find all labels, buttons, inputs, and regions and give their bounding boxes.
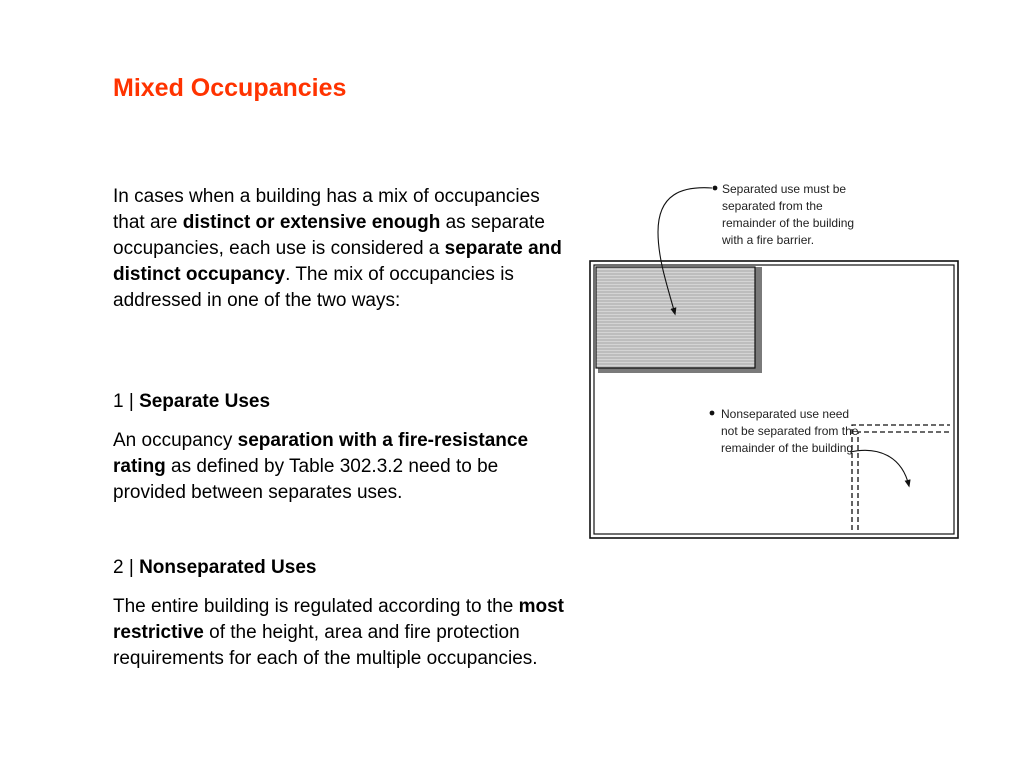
- intro-text-3: . The mix of occupancies is addressed in one of the two ways:: [113, 264, 514, 311]
- callout-separated-line-3: remainder of the building: [722, 216, 855, 230]
- separate-uses-number: 1 |: [113, 391, 140, 412]
- separate-uses-heading: [113, 389, 573, 415]
- separate-uses-bold-1: separation with a fire-resistance rating: [113, 430, 529, 477]
- callout-nonseparated-line-2: not be separated from the: [721, 424, 859, 438]
- occupancy-diagram: [588, 180, 960, 542]
- callout-nonseparated-line-3: remainder of the building: [721, 441, 854, 455]
- callout-separated-line-2: separated from the: [722, 199, 823, 213]
- nonseparated-uses-bold-1: most restrictive: [113, 596, 564, 643]
- callout-nonseparated-line-1: Nonseparated use need: [721, 407, 850, 421]
- nonseparated-uses-text-1: The entire building is regulated according to the: [113, 596, 519, 617]
- separated-use-area: [596, 267, 755, 368]
- separate-uses-text-2: as defined by Table 302.3.2 need to be provided between separates uses.: [113, 456, 499, 503]
- intro-text-1: In cases when a building has a mix of occupancies that are: [113, 186, 540, 233]
- nonseparated-use-border-inner: [858, 432, 950, 530]
- separate-uses-paragraph: [113, 428, 573, 506]
- callout-separated-line-1: Separated use must be: [722, 182, 847, 196]
- nonseparated-uses-number: 2 |: [113, 557, 140, 578]
- intro-text-2: as separate occupancies, each use is considered a: [113, 212, 545, 259]
- callout-nonseparated-arrow: [850, 450, 909, 486]
- callout-separated-line-4: with a fire barrier.: [722, 233, 815, 247]
- callout-nonseparated-bullet: [710, 411, 715, 416]
- nonseparated-uses-title: Nonseparated Uses: [139, 557, 317, 578]
- intro-bold-2: separate and distinct occupancy: [113, 238, 562, 285]
- intro-paragraph: [113, 184, 573, 314]
- intro-bold-1: distinct or extensive enough: [182, 212, 441, 233]
- nonseparated-uses-heading: [113, 555, 573, 581]
- slide-title: Mixed Occupancies: [113, 74, 347, 102]
- nonseparated-uses-paragraph: [113, 594, 573, 672]
- callout-separated-bullet: [713, 186, 718, 191]
- nonseparated-uses-text-2: of the height, area and fire protection requirements for each of the multiple occupancies.: [113, 622, 538, 669]
- separate-uses-title: Separate Uses: [139, 391, 271, 412]
- nonseparated-use-border-outer: [852, 425, 950, 530]
- separate-uses-text-1: An occupancy: [113, 430, 238, 451]
